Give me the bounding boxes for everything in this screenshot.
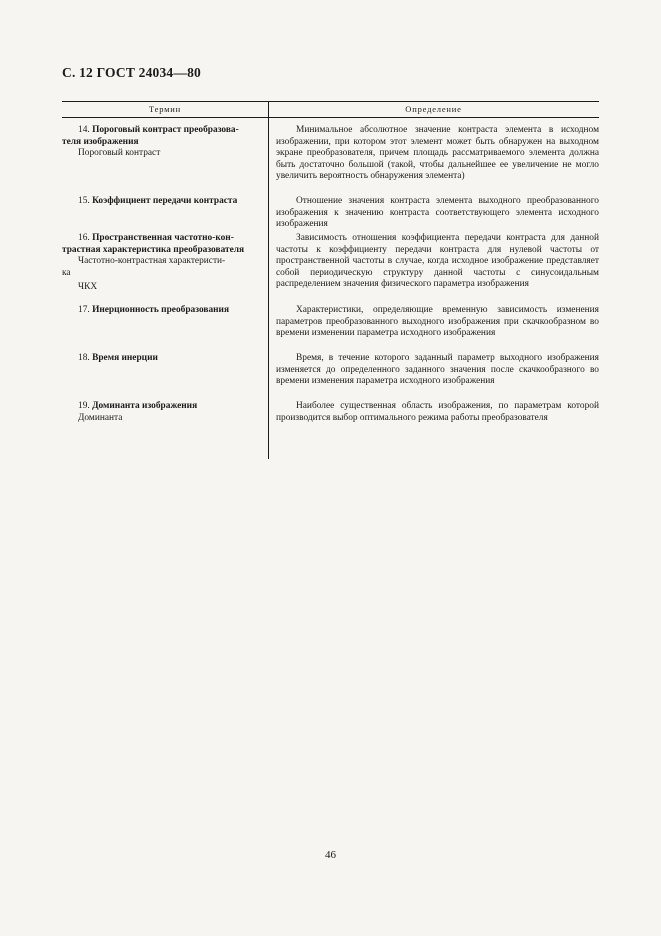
term-title: Инерционность преобразования <box>92 305 230 315</box>
page-number: 46 <box>325 849 336 861</box>
term-title: Пространственная частотно-кон- <box>92 233 234 243</box>
term-title-continued: теля изображения <box>62 136 139 147</box>
term-number: 14. <box>78 125 90 135</box>
term-number: 15. <box>78 196 90 206</box>
term-number: 18. <box>78 353 90 363</box>
definition-cell-15 <box>276 196 599 231</box>
term-cell-15 <box>62 196 265 208</box>
definition-cell-14 <box>276 125 599 183</box>
term-cell-18 <box>62 353 265 365</box>
term-title: Пороговый контраст преобразова- <box>92 125 239 135</box>
definition-text: Наиболее существенная область изображения, по параметрам которой производится выбор оптимального режима работы преобразователя <box>276 401 599 423</box>
definition-cell-19 <box>276 401 599 424</box>
term-title-continued: трастная характеристика преобразователя <box>62 244 245 255</box>
definition-text: Зависимость отношения коэффициента передачи контраста для данной частоты к коэффициенту передачи контраста для нулевой частоты от пространственной частоты в случае, когда исходное изображение представляет собой периодическую структуру данной частоты с синусоидальным распределением значения физического параметра изображения <box>276 233 599 289</box>
definition-cell-16 <box>276 233 599 291</box>
definition-text: Характеристики, определяющие временную зависимость изменения параметров преобразованного выходного изображения при скачкообразном во времени изменении параметра исходного изображения <box>276 305 599 338</box>
term-title: Время инерции <box>92 353 158 363</box>
term-synonym: Доминанта <box>78 412 123 423</box>
term-synonym: Частотно-контрастная характеристи- <box>78 256 226 266</box>
definition-cell-18 <box>276 353 599 388</box>
definition-text: Время, в течение которого заданный параметр выходного изображения изменяется до определенного заданного значения после скачкообразного во времени изменения параметра исходного изображения <box>276 353 599 386</box>
term-abbreviation: ЧКХ <box>78 282 98 292</box>
term-cell-14 <box>62 125 265 160</box>
column-header-terms: Термин <box>148 104 182 114</box>
term-cell-19 <box>62 401 265 424</box>
term-title: Доминанта изображения <box>92 401 198 411</box>
table-top-rule <box>62 101 599 102</box>
definition-text: Отношение значения контраста элемента выходного преобразованного изображения к значению контраста соответствующего элемента исходного изображения <box>276 196 599 229</box>
term-cell-16 <box>62 233 265 294</box>
term-synonym-continued: ка <box>62 267 71 278</box>
term-synonym: Пороговый контраст <box>78 148 161 158</box>
term-number: 19. <box>78 401 90 411</box>
definition-cell-17 <box>276 305 599 340</box>
term-number: 17. <box>78 305 90 315</box>
term-number: 16. <box>78 233 90 243</box>
term-title: Коэффициент передачи контраста <box>92 196 238 206</box>
definition-text: Минимальное абсолютное значение контраста элемента в исходном изображении, при котором этот элемент может быть обнаружен на выходном экране преобразователя, причем площадь рассматриваемого элемента должна быть достаточно большой (такой, чтобы дальнейшее ее увеличение не могло увеличить вероятность обнаружения элемента) <box>276 125 599 181</box>
term-cell-17 <box>62 305 265 317</box>
table-header-rule <box>62 117 599 118</box>
column-divider <box>268 101 269 459</box>
document-header: С. 12 ГОСТ 24034—80 <box>62 65 201 80</box>
column-header-definition: Определение <box>405 104 462 114</box>
